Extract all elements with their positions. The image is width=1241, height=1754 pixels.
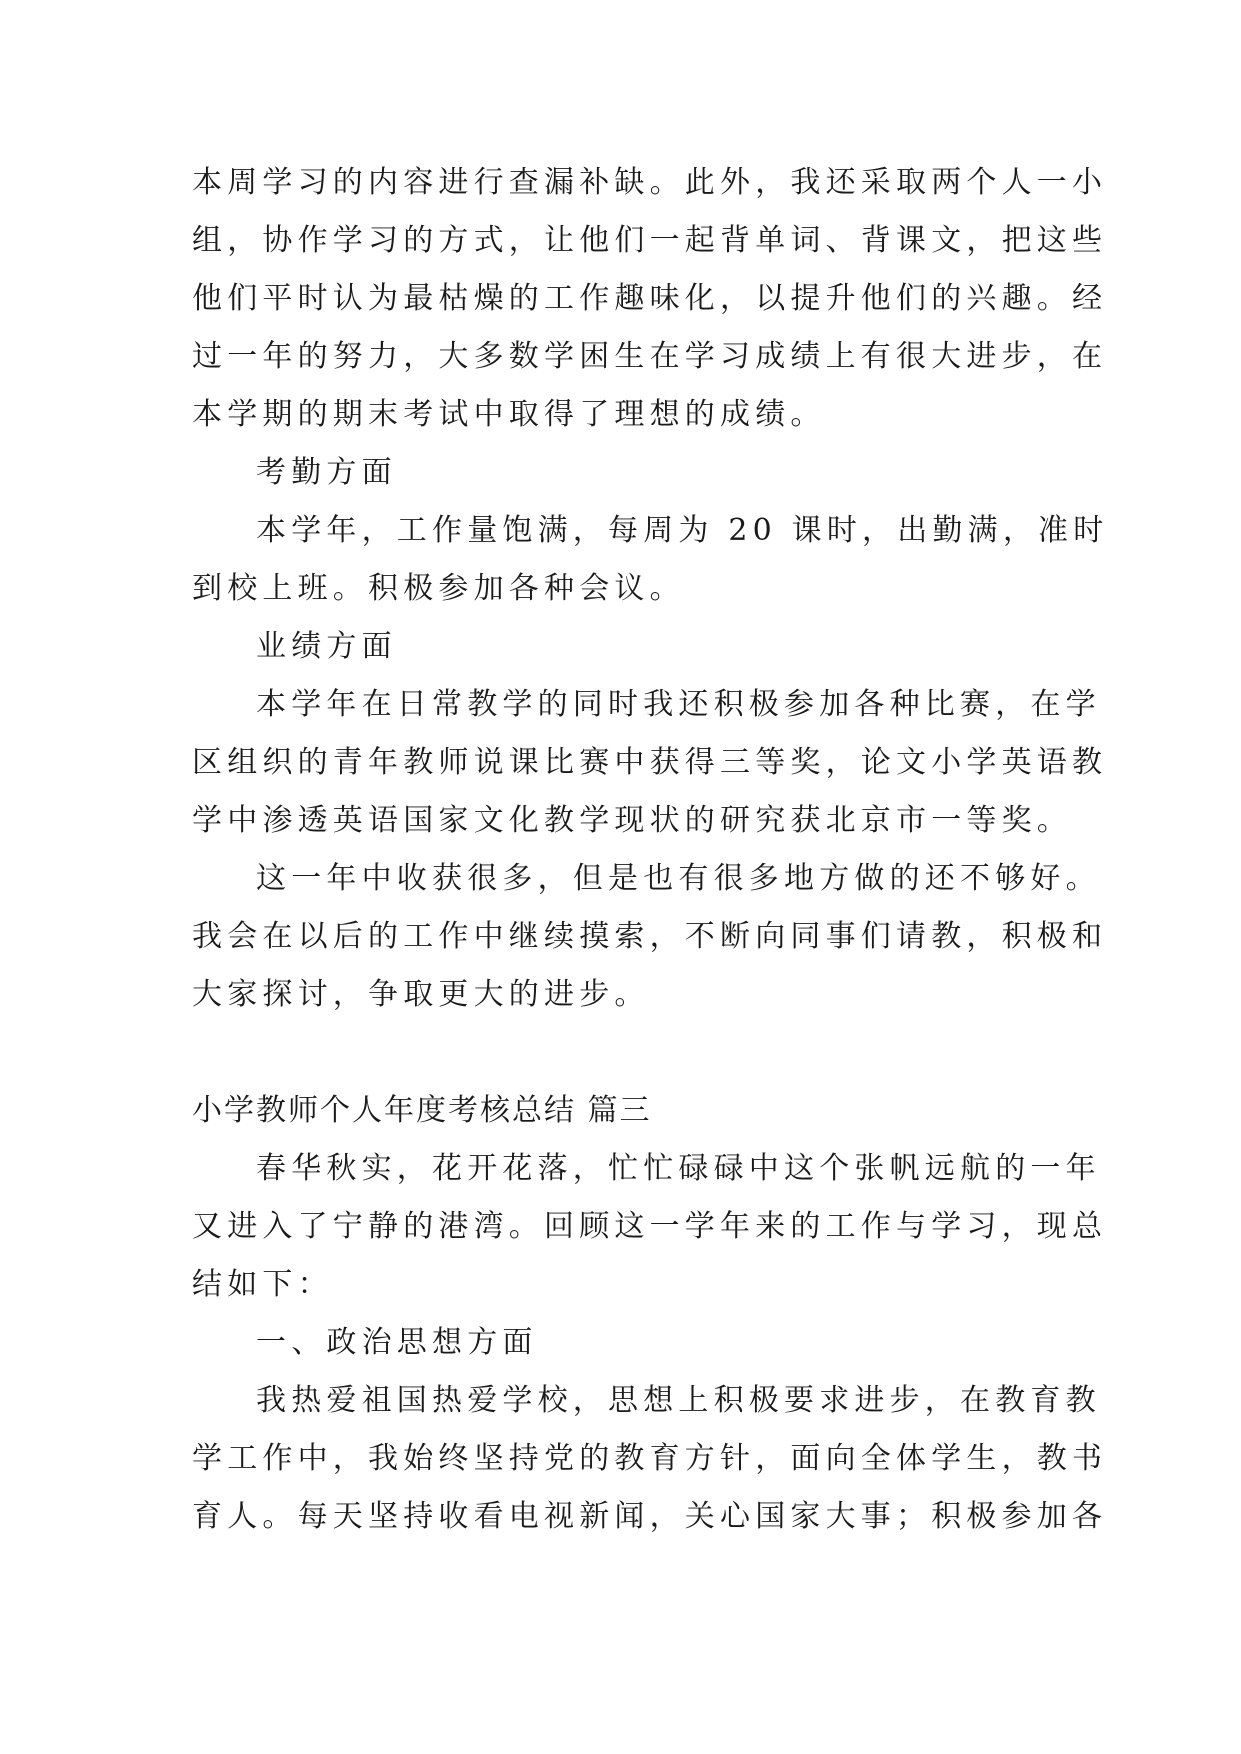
paragraph-line: 又进入了宁静的港湾。回顾这一学年来的工作与学习，现总 (192, 1209, 1108, 1244)
section-heading-achievements: 业绩方面 (256, 629, 397, 664)
paragraph-line: 他们平时认为最枯燥的工作趣味化，以提升他们的兴趣。经 (192, 281, 1108, 316)
paragraph-line: 我会在以后的工作中继续摸索，不断向同事们请教，积极和 (192, 919, 1108, 954)
paragraph-line: 学中渗透英语国家文化教学现状的研究获北京市一等奖。 (192, 803, 1072, 838)
paragraph-line: 过一年的努力，大多数学困生在学习成绩上有很大进步，在 (192, 339, 1108, 374)
paragraph-line: 结如下： (192, 1267, 333, 1302)
section-heading-attendance: 考勤方面 (256, 455, 397, 490)
paragraph-line: 本学年，工作量饱满，每周为 20 课时，出勤满，准时 (256, 513, 1109, 548)
paragraph-line: 学工作中，我始终坚持党的教育方针，面向全体学生，教书 (192, 1441, 1108, 1476)
section-heading-politics: 一、政治思想方面 (256, 1325, 538, 1360)
article-title: 小学教师个人年度考核总结 篇三 (192, 1093, 652, 1128)
paragraph-line: 本周学习的内容进行查漏补缺。此外，我还采取两个人一小 (192, 165, 1108, 200)
paragraph-line: 区组织的青年教师说课比赛中获得三等奖，论文小学英语教 (192, 745, 1108, 780)
paragraph-line: 组，协作学习的方式，让他们一起背单词、背课文，把这些 (192, 223, 1108, 258)
paragraph-line: 本学年在日常教学的同时我还积极参加各种比赛，在学 (256, 687, 1101, 722)
paragraph-line: 育人。每天坚持收看电视新闻，关心国家大事；积极参加各 (192, 1499, 1108, 1534)
paragraph-line: 到校上班。积极参加各种会议。 (192, 571, 685, 606)
paragraph-line: 这一年中收获很多，但是也有很多地方做的还不够好。 (256, 861, 1101, 896)
paragraph-line: 我热爱祖国热爱学校，思想上积极要求进步，在教育教 (256, 1383, 1101, 1418)
paragraph-line: 本学期的期末考试中取得了理想的成绩。 (192, 397, 826, 432)
paragraph-line: 春华秋实，花开花落，忙忙碌碌中这个张帆远航的一年 (256, 1151, 1101, 1186)
paragraph-line: 大家探讨，争取更大的进步。 (192, 977, 650, 1012)
